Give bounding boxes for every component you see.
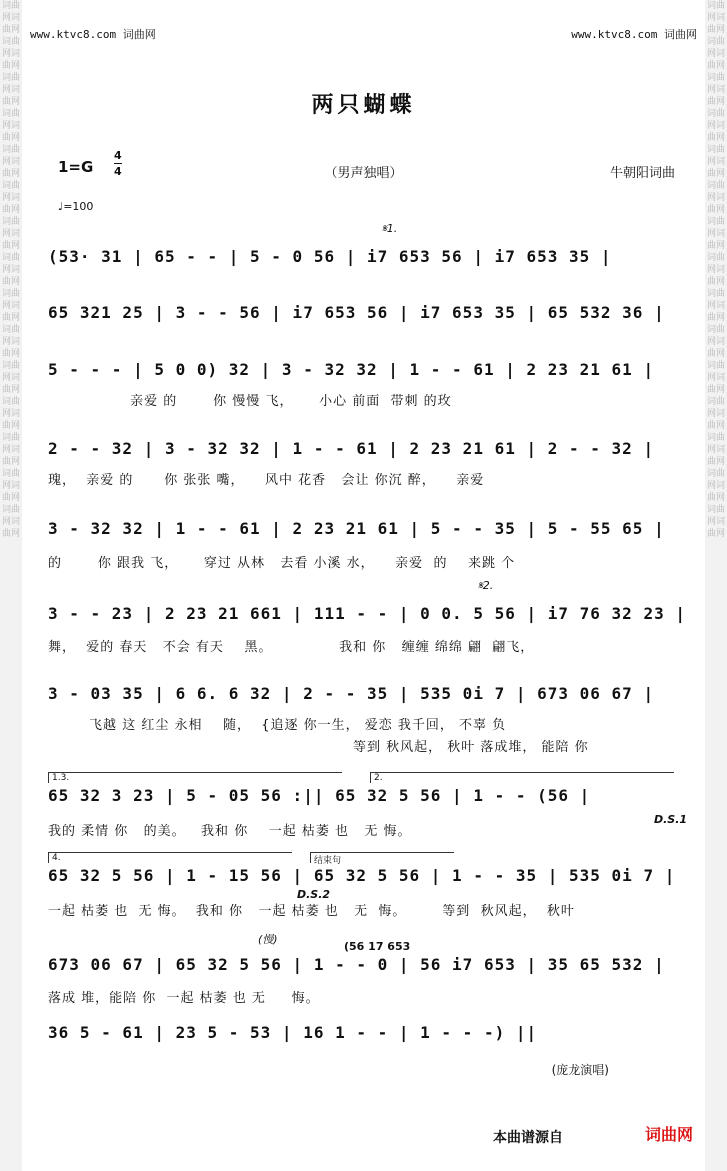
composer-credit: 牛朝阳词曲: [609, 166, 675, 181]
notation-line: 3 - 03 35 | 6 6. 6 32 | 2 - - 35 | 535 0i 7 | 673 06 67 |: [48, 684, 655, 703]
lyric-line: 落成 堆，能陪 你 一起 枯萎 也 无 悔。: [48, 991, 320, 1006]
right-watermark-strip: 词曲网词曲网词曲网词曲网词曲网词曲网词曲网词曲网词曲网词曲网词曲网词曲网词曲网词曲网词曲网词曲网词曲网词曲网词曲网词曲网词曲网词曲网词曲网词曲网词曲网词曲网词曲网词曲网词曲网词曲网: [705, 0, 727, 1171]
volta-bracket-4: 4.: [48, 852, 292, 863]
notation-line: 3 - 32 32 | 1 - - 61 | 2 23 21 61 | 5 - - 35 | 5 - 55 65 |: [48, 519, 665, 538]
left-watermark-strip: 词曲网词曲网词曲网词曲网词曲网词曲网词曲网词曲网词曲网词曲网词曲网词曲网词曲网词曲网词曲网词曲网词曲网词曲网词曲网词曲网词曲网词曲网词曲网词曲网词曲网词曲网词曲网词曲网词曲网词曲网: [0, 0, 22, 1171]
grace-notes: (56 17 653: [344, 940, 411, 953]
lyric-line: 一起 枯萎 也 无 悔。 我和 你 一起 枯萎 也 无 悔。 等到 秋风起， 秋叶: [48, 904, 575, 919]
staff-row-4: [48, 439, 683, 489]
ds2-marking: D.S.2: [297, 888, 331, 901]
staff-row-1: [48, 247, 683, 273]
performance-note: （男声独唱）: [324, 166, 403, 181]
staff-row-2: [48, 303, 683, 329]
notation-line: (53· 31 | 65 - - | 5 - 0 56 | i7 653 56 | i7 653 35 |: [48, 247, 612, 266]
notation-line: 65 32 5 56 | 1 - 15 56 | 65 32 5 56 | 1 - - 35 | 535 0i 7 |: [48, 866, 676, 885]
lyric-line-alt: 等到 秋风起， 秋叶 落成堆， 能陪 你: [353, 740, 589, 755]
staff-row-9: [48, 853, 683, 919]
notation-line: 5 - - - | 5 0 0) 32 | 3 - 32 32 | 1 - - 61 | 2 23 21 61 |: [48, 360, 655, 379]
notation-line: 36 5 - 61 | 23 5 - 53 | 16 1 - - | 1 - - -) ||: [48, 1023, 538, 1042]
key-signature: 1=G: [58, 158, 94, 176]
ds1-marking: D.S.1: [654, 813, 688, 826]
performer-credit: (庞龙演唱): [551, 1063, 609, 1077]
staff-row-5: [48, 519, 683, 569]
staff-row-8: [48, 773, 683, 839]
lyric-line: 亲爱 的 你 慢慢 飞， 小心 前面 带刺 的玫: [48, 394, 452, 409]
header-url-left[interactable]: www.ktvc8.com 词曲网: [30, 28, 156, 41]
segno-1-sign: 𝄋1.: [382, 222, 398, 235]
lyric-line: 的 你 跟我 飞， 穿过 从林 去看 小溪 水， 亲爱 的 来跳 个: [48, 556, 516, 571]
staff-row-3: [48, 360, 683, 410]
ending-bracket: 结束句: [310, 852, 454, 863]
staff-row-10: [48, 955, 683, 1005]
volta-bracket-2: 2.: [370, 772, 674, 783]
volta-bracket-1: 1.3.: [48, 772, 342, 783]
staff-row-11: [48, 1023, 683, 1049]
notation-line: 3 - - 23 | 2 23 21 661 | 111 - - | 0 0. 5 56 | i7 76 32 23 |: [48, 604, 686, 623]
slow-marking: (慢): [258, 933, 278, 946]
staff-row-6: [48, 604, 686, 655]
lyric-line: 舞， 爱的 春天 不会 有天 黑。 我和 你 缠缠 绵绵 翩 翩飞，: [48, 640, 535, 655]
staff-row-7: [48, 684, 683, 754]
tempo-marking: ♩=100: [58, 200, 94, 213]
site-logo[interactable]: 词曲网: [644, 1125, 693, 1144]
lyric-line: 瑰， 亲爱 的 你 张张 嘴， 风中 花香 会让 你沉 醉， 亲爱: [48, 473, 485, 488]
header-url-right[interactable]: www.ktvc8.com 词曲网: [571, 28, 697, 41]
time-signature-bottom: 4: [114, 165, 122, 178]
lyric-line: 飞越 这 红尘 永相 随， {追逐 你一生， 爱恋 我千回， 不辜 负: [48, 718, 507, 733]
notation-line: 673 06 67 | 65 32 5 56 | 1 - - 0 | 56 i7 653 | 35 65 532 |: [48, 955, 665, 974]
source-label: 本曲谱源自: [493, 1130, 563, 1146]
notation-line: 65 321 25 | 3 - - 56 | i7 653 56 | i7 653 35 | 65 532 36 |: [48, 303, 665, 322]
song-title: 两只蝴蝶: [311, 92, 416, 118]
time-signature-top: 4: [114, 149, 122, 162]
notation-line: 65 32 3 23 | 5 - 05 56 :|| 65 32 5 56 | 1 - - (56 |: [48, 786, 591, 805]
lyric-line: 我的 柔情 你 的美。 我和 你 一起 枯萎 也 无 悔。: [48, 824, 412, 839]
notation-line: 2 - - 32 | 3 - 32 32 | 1 - - 61 | 2 23 21 61 | 2 - - 32 |: [48, 439, 655, 458]
segno-2-sign: 𝄋2.: [478, 579, 494, 592]
